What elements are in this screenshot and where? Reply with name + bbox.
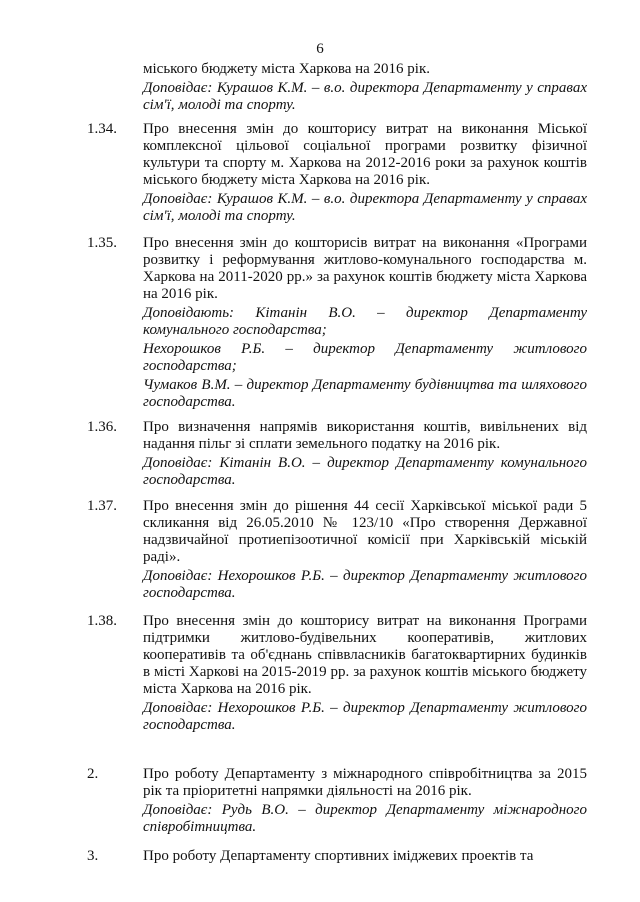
item-speaker: Доповідає: Кітанін В.О. – директор Департаменту комунального господарства. <box>143 455 587 488</box>
item-title: Про внесення змін до кошторисів витрат на виконання «Програми розвитку і реформування житлово-комунального господарства м. Харкова на 2011-2020 рр.» за рахунок коштів бюджету міста Харкова на 2016 рік. <box>143 235 587 302</box>
item-title: Про внесення змін до кошторису витрат на виконання Програми підтримки житлово-будівельних кооперативів, житлових кооперативів та об'єднань співвласників багатоквартирних будинків в місті Харкові на 2015-2019 рр. за рахунок коштів міського бюджету міста Харкова на 2016 рік. <box>143 613 587 697</box>
item-speaker: Доповідають: Кітанін В.О. – директор Департаменту комунального господарства; <box>143 305 587 338</box>
item-speaker: Доповідає: Рудь В.О. – директор Департаменту міжнародного співробітництва. <box>143 802 587 835</box>
item-speaker: Доповідає: Нехорошков Р.Б. – директор Департаменту житлового господарства. <box>143 568 587 601</box>
item-title: Про роботу Департаменту з міжнародного співробітництва за 2015 рік та пріоритетні напрямки діяльності на 2016 рік. <box>143 766 587 799</box>
item-title: Про роботу Департаменту спортивних іміджевих проектів та <box>143 848 534 864</box>
item-number: 1.38. <box>87 613 117 629</box>
item-speaker: Нехорошков Р.Б. – директор Департаменту житлового господарства; <box>143 341 587 374</box>
item-title: Про внесення змін до кошторису витрат на виконання Міської комплексної цільової соціальної програми розвитку фізичної культури та спорту м. Харкова на 2012-2016 роки за рахунок коштів міського бюджету міста Харкова на 2016 рік. <box>143 121 587 188</box>
item-number: 1.36. <box>87 419 117 435</box>
item-number: 1.35. <box>87 235 117 251</box>
item-speaker: Чумаков В.М. – директор Департаменту будівництва та шляхового господарства. <box>143 377 587 410</box>
item-number: 1.37. <box>87 498 117 514</box>
continuation-title: міського бюджету міста Харкова на 2016 рік. <box>143 61 431 77</box>
item-number: 3. <box>87 848 99 864</box>
item-title: Про внесення змін до рішення 44 сесії Харківської міської ради 5 скликання від 26.05.2010 № 123/10 «Про створення Державної надзвичайної протиепізоотичної комісії при Харківській міській раді». <box>143 498 587 565</box>
continuation-speaker: Доповідає: Курашов К.М. – в.о. директора Департаменту у справах сім'ї, молоді та спорту. <box>143 80 587 113</box>
item-speaker: Доповідає: Нехорошков Р.Б. – директор Департаменту житлового господарства. <box>143 700 587 733</box>
item-title: Про визначення напрямів використання коштів, вивільнених від надання пільг зі сплати земельного податку на 2016 рік. <box>143 419 587 452</box>
item-number: 1.34. <box>87 121 117 137</box>
item-number: 2. <box>87 766 99 782</box>
page-number: 6 <box>316 41 324 57</box>
item-speaker: Доповідає: Курашов К.М. – в.о. директора Департаменту у справах сім'ї, молоді та спорту. <box>143 191 587 224</box>
